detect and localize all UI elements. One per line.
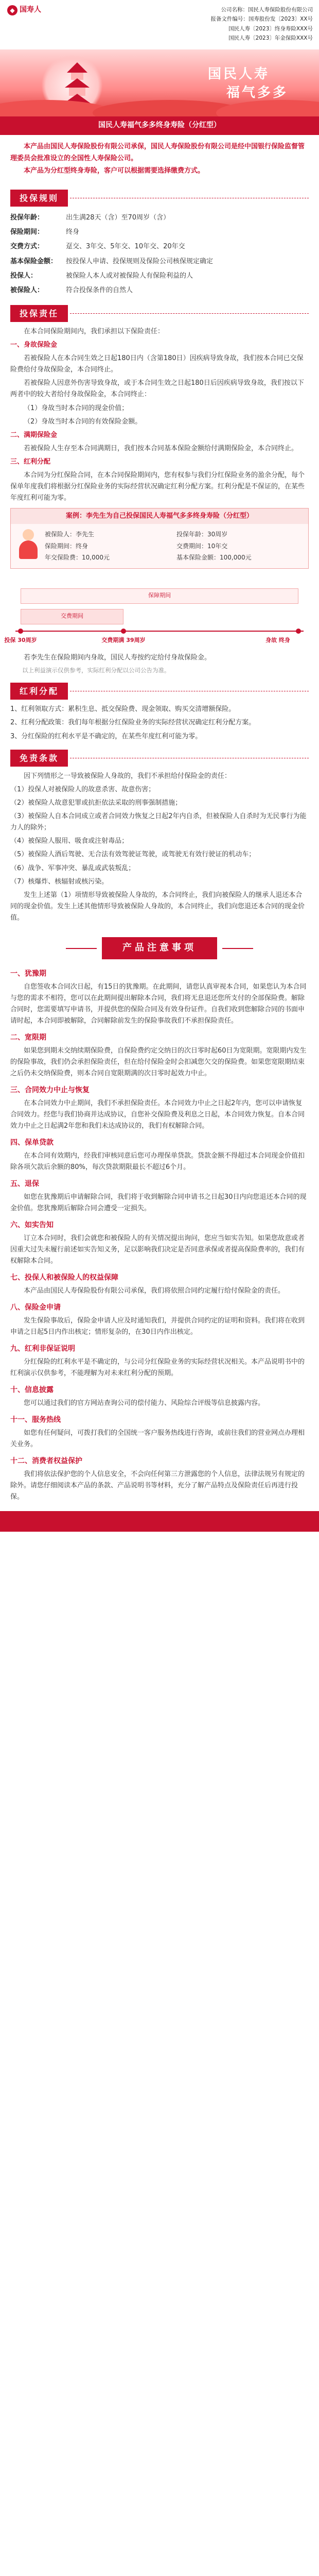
timeline-label: 身故 终身 — [265, 636, 290, 643]
notice-heading: 六、如实告知 — [10, 1221, 54, 1230]
notice-item — [0, 1299, 319, 1338]
section-title: 红利分配 — [10, 683, 68, 700]
notice-heading: 十一、服务热线 — [10, 1416, 61, 1425]
paragraph: 3、分红保险的红利水平是不确定的，在某些年度红利可能为零。 — [10, 732, 202, 740]
case-item: 投保年龄：30周岁 — [176, 531, 228, 538]
case-details — [45, 529, 302, 563]
notice-item — [0, 1081, 319, 1132]
notice-heading: 十二、消费者权益保护 — [10, 1457, 82, 1466]
rule-key: 投保年龄： — [10, 214, 44, 222]
rule-key: 交费方式： — [10, 243, 44, 251]
paragraph: （5）被保险人酒后驾驶、无合法有效驾驶证驾驶，或驾驶无有效行驶证的机动车； — [10, 851, 256, 859]
section-header-basic — [10, 190, 309, 207]
case-body — [11, 524, 308, 568]
notice-text: 如您有任何疑问，可拨打我们的全国统一客户服务热线进行咨询，或前往我们的营业网点办理相关业务。 — [10, 1429, 305, 1448]
paragraph: 若被保险人因意外伤害导致身故，或于本合同生效之日起180日后因疾病导致身故，我们按以下两者中的较大者给付身故保险金，本合同终止： — [10, 379, 304, 399]
timeline-dot — [296, 629, 301, 634]
paragraph: 以上利益演示仅供参考，实际红利分配以公司公告为准。 — [22, 666, 170, 674]
notice-heading: 三、合同效力中止与恢复 — [10, 1086, 90, 1095]
case-title: 案例：李先生为自己投保国民人寿福气多多终身寿险（分红型） — [11, 509, 308, 524]
notice-item — [0, 1340, 319, 1379]
rule-value: 出生满28天（含）至70周岁（含） — [66, 214, 170, 222]
rule-row — [10, 269, 309, 283]
timeline-label: 交费期满 39周岁 — [101, 636, 146, 643]
paragraph: 2、红利分配政策：我们每年根据分红保险业务的实际经营状况确定红利分配方案。 — [10, 719, 256, 727]
slogan-line: 国民人寿 — [207, 66, 270, 82]
rule-row — [10, 283, 309, 298]
sub-heading: 一、身故保险金 — [10, 341, 58, 349]
paragraph: （7）核爆炸、核辐射或核污染。 — [10, 877, 109, 886]
intro-text — [0, 135, 319, 182]
rule-row — [10, 255, 309, 269]
notice-item — [0, 1269, 319, 1297]
paragraph: 若李先生在保险期间内身故，国民人寿按约定给付身故保险金。 — [24, 653, 211, 662]
rule-key: 保险期间： — [10, 228, 44, 236]
notice-heading: 十、信息披露 — [10, 1386, 54, 1395]
section-title: 免责条款 — [10, 750, 68, 767]
rule-key: 被保险人： — [10, 286, 44, 294]
case-item: 被保险人：李先生 — [45, 531, 95, 538]
info-line: 国民人寿〔2023〕年金保险XXX号 — [228, 35, 313, 42]
top-header — [0, 0, 319, 49]
case-item: 基本保险金额：100,000元 — [176, 554, 252, 562]
case-example — [10, 508, 309, 568]
rule-value: 按投保人申请、投保规则及保险公司核保规定确定 — [66, 257, 214, 265]
rule-value: 终身 — [66, 228, 80, 236]
slogan-line: 福气多多 — [226, 85, 288, 101]
notice-item — [0, 1452, 319, 1503]
notice-heading: 八、保险金申请 — [10, 1303, 61, 1312]
logo-icon: ◆ — [7, 5, 17, 15]
section-header-liability — [10, 305, 309, 322]
notice-item — [0, 965, 319, 1027]
timeline-axis — [15, 631, 304, 632]
notice-heading: 四、保单贷款 — [10, 1139, 54, 1147]
logo-text: 国寿人 — [20, 6, 41, 14]
notice-item — [0, 1134, 319, 1173]
rule-value: 符合投保条件的自然人 — [66, 286, 133, 294]
notice-text: 如您在犹豫期后申请解除合同，我们将于收到解除合同申请书之日起30日内向您退还本合同的现金价值。您犹豫期后解除合同会遭受一定损失。 — [10, 1193, 307, 1213]
notice-item — [0, 1381, 319, 1409]
paragraph: 若被保险人在本合同生效之日起180日内（含第180日）因疾病导致身故，我们按本合同已交保险费给付身故保险金，本合同终止。 — [10, 354, 304, 374]
info-line: 报备文件编号：国寿股份发〔2023〕XX号 — [210, 16, 313, 23]
paragraph: （2）身故当时本合同的有效保险金额。 — [24, 417, 142, 426]
notice-text: 您可以通过我们的官方网站查询公司的偿付能力、风险综合评级等信息披露内容。 — [24, 1399, 265, 1408]
company-info — [158, 5, 313, 43]
notice-item — [0, 1216, 319, 1267]
person-icon — [17, 529, 40, 560]
case-item: 交费期间：10年交 — [176, 542, 228, 550]
notice-banner — [0, 937, 319, 959]
benefit-timeline — [4, 573, 309, 650]
paragraph: 发生上述第（1）项情形导致被保险人身故的，本合同终止，我们向被保险人的继承人退还本合同的现金价值。发生上述其他情形导致被保险人身故的，本合同终止，我们向您退还本合同的现金价值。 — [10, 891, 305, 922]
notice-list — [0, 965, 319, 1503]
info-line: 公司名称：国民人寿保险股份有限公司 — [221, 7, 313, 13]
rule-key: 投保人： — [10, 272, 38, 280]
section-header-exclusion — [10, 750, 309, 767]
page-footer — [0, 1511, 319, 1532]
timeline-notes — [0, 652, 319, 676]
sub-heading: 三、红利分配 — [10, 457, 51, 466]
section-header-dividend — [10, 683, 309, 700]
timeline-label: 投保 30周岁 — [4, 636, 37, 643]
paragraph: （3）被保险人自本合同成立或者合同效力恢复之日起2年内自杀，但被保险人自杀时为无民事行为能力人的除外； — [10, 812, 307, 832]
rule-row — [10, 211, 309, 225]
paragraph: （1）投保人对被保险人的故意杀害、故意伤害； — [10, 785, 155, 793]
section-title: 投保责任 — [10, 305, 68, 322]
notice-text: 发生保险事故后，保险金申请人应及时通知我们，并提供合同约定的证明和资料。我们将在收到申请之日起5日内作出核定；情形复杂的，在30日内作出核定。 — [10, 1317, 305, 1336]
paragraph: 若被保险人生存至本合同满期日，我们按本合同基本保险金额给付满期保险金，本合同终止。 — [24, 444, 298, 452]
notice-text: 如果您到期未交纳续期保险费，自保险费约定交纳日的次日零时起60日为宽限期。宽限期内发生的保险事故，我们仍会承担保险责任，但在给付保险金时会扣减您欠交的保险费。如果您宽限期结束之后仍未交纳保险费，则本合同自宽限期满的次日零时起效力中止。 — [10, 1046, 307, 1078]
rule-row — [10, 225, 309, 240]
timeline-dot — [18, 629, 23, 634]
info-line: 国民人寿〔2023〕终身寿险XXX号 — [228, 25, 313, 32]
rule-row — [10, 240, 309, 254]
paragraph: 本合同为分红保险合同，在本合同保险期间内，您有权参与我们分红保险业务的盈余分配，每个保单年度我们将根据分红保险业务的实际经营状况确定红利分配方案。红利分配是不保证的，在某些年度红利可能为零。 — [10, 471, 305, 502]
sub-heading: 二、满期保险金 — [10, 431, 58, 439]
section-divider — [70, 313, 309, 314]
dividend-text — [0, 704, 319, 742]
paragraph: （2）被保险人故意犯罪或抗拒依法采取的刑事强制措施； — [10, 799, 182, 807]
basic-rules — [0, 211, 319, 298]
paragraph: （6）战争、军事冲突、暴乱或武装叛乱； — [10, 864, 135, 872]
intro-paragraph: 本产品为分红型终身寿险，客户可以根据需要选择缴费方式。 — [24, 167, 205, 175]
notice-title: 产品注意事项 — [102, 937, 217, 959]
exclusion-text — [0, 771, 319, 924]
hero-banner — [0, 49, 319, 116]
intro-paragraph: 本产品由国民人寿保险股份有限公司承保，国民人寿保险股份有限公司是经中国银行保险监督管理委员会批准设立的全国性人寿保险公司。 — [10, 142, 305, 162]
product-title: 国民人寿福气多多终身寿险（分红型） — [0, 116, 319, 135]
paragraph: 在本合同保险期间内，我们承担以下保险责任： — [24, 327, 165, 335]
case-item: 年交保险费：10,000元 — [45, 554, 110, 562]
case-item: 保险期间：终身 — [45, 542, 88, 550]
notice-item — [0, 1411, 319, 1450]
notice-text: 在本合同有效期内，经我们审核同意后您可办理保单贷款。贷款金额不得超过本合同现金价值扣除各项欠款后余额的80%，每次贷款期限最长不超过6个月。 — [10, 1152, 305, 1172]
notice-text: 自您签收本合同次日起，有15日的犹豫期。在此期间，请您认真审视本合同，如果您认为本合同与您的需求不相符，您可以在此期间提出解除本合同，我们将无息退还您所支付的全部保险费。解除合同时，您需要填写申请书，并提供您的保险合同及有效身份证件。自我们收到您解除合同的书面申请时起，本合同即被解除，合同解除前发生的保险事故我们不承担保险责任。 — [10, 982, 307, 1025]
timeline-annotation: 交费期间 — [61, 612, 83, 619]
paragraph: （1）身故当时本合同的现金价值； — [24, 404, 129, 412]
notice-text: 分红保险的红利水平是不确定的，与公司分红保险业务的实际经营状况相关。本产品说明书中的红利演示仅供参考，不能理解为对未来红利分配的预期。 — [10, 1358, 305, 1378]
paragraph: （4）被保险人服用、吸食或注射毒品； — [10, 837, 129, 845]
notice-text: 本产品由国民人寿保险股份有限公司承保，我们将依照合同约定履行给付保险金的责任。 — [24, 1287, 285, 1295]
rule-key: 基本保险金额： — [10, 257, 58, 265]
notice-item — [0, 1029, 319, 1079]
company-logo — [7, 4, 41, 16]
rule-value: 被保险人本人或对被保险人有保险利益的人 — [66, 272, 193, 280]
section-title: 投保规则 — [10, 190, 68, 207]
notice-heading: 二、宽限期 — [10, 1033, 46, 1042]
notice-heading: 九、红利非保证说明 — [10, 1345, 75, 1353]
notice-text: 订立本合同时，我们会就您和被保险人的有关情况提出询问，您应当如实告知。如果您故意或者因重大过失未履行前述如实告知义务，足以影响我们决定是否同意承保或者提高保险费率的，我们有权解除本合同。 — [10, 1234, 305, 1265]
notice-heading: 七、投保人和被保险人的权益保障 — [10, 1274, 118, 1282]
paragraph: 1、红利领取方式：累积生息、抵交保险费、现金领取、购买交清增额保险。 — [10, 705, 236, 714]
timeline-annotation: 保障期间 — [148, 591, 171, 599]
notice-text: 在本合同效力中止期间，我们不承担保险责任。本合同效力中止之日起2年内，您可以申请恢复合同效力。经您与我们协商并达成协议，自您补交保险费及利息之日起，本合同效力恢复。自本合同效力中止之日起满2年您和我们未达成协议的，我们有权解除合同。 — [10, 1099, 305, 1130]
liability-text — [0, 326, 319, 504]
notice-heading: 一、犹豫期 — [10, 969, 46, 978]
timeline-dot — [121, 629, 126, 634]
paragraph: 因下列情形之一导致被保险人身故的，我们不承担给付保险金的责任： — [24, 772, 232, 780]
banner-slogan — [208, 65, 288, 103]
notice-item — [0, 1175, 319, 1214]
notice-text: 我们将依法保护您的个人信息安全，不会向任何第三方泄露您的个人信息，法律法规另有规定的除外。请您仔细阅读本产品的条款、产品说明书等材料，充分了解产品特点及保险责任后再进行投保。 — [10, 1470, 305, 1501]
rule-value: 趸交、3年交、5年交、10年交、20年交 — [66, 243, 185, 251]
notice-heading: 五、退保 — [10, 1180, 39, 1189]
cloud-decoration — [216, 100, 319, 116]
